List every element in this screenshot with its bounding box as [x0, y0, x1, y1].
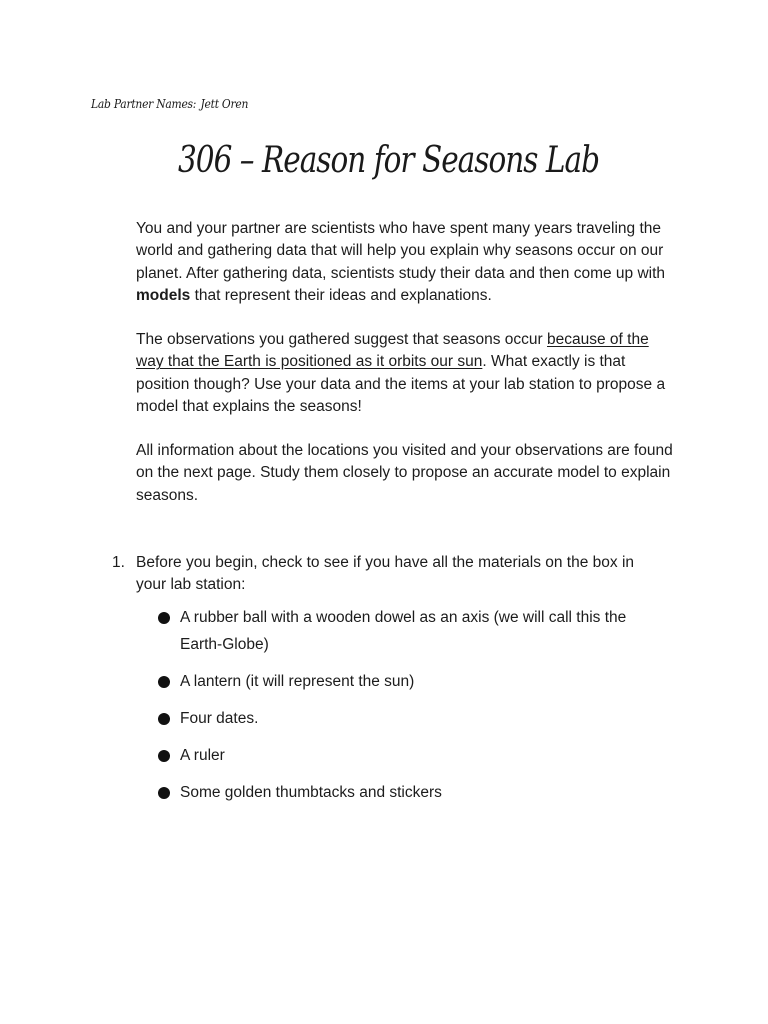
- intro-p2-text-start: The observations you gathered suggest that seasons occur: [136, 331, 547, 348]
- intro-p1-text-start: You and your partner are scientists who have spent many years traveling the world and gathering data that will help you explain why seasons occur on our planet. After gathering data, scientists study their data and then come up with: [136, 220, 666, 282]
- material-text: A rubber ball with a wooden dowel as an axis (we will call this the Earth-Globe): [180, 609, 627, 653]
- intro-paragraph-3: All information about the locations you visited and your observations are found on the next page. Study them closely to propose an accurate model to explain seasons.: [136, 442, 673, 504]
- bullet-icon: [158, 750, 170, 762]
- materials-list: [158, 604, 668, 816]
- intro-p2-text-end: . What exactly is that position though? Use your data and the items at your lab station to propose a model that explains the seasons!: [136, 353, 666, 415]
- intro-p1-text-end: that represent their ideas and explanations.: [190, 286, 492, 304]
- lab-partner-line: [91, 96, 248, 111]
- step-text: Before you begin, check to see if you have all the materials on the box in your lab station:: [136, 554, 635, 594]
- material-text: Four dates.: [180, 710, 259, 727]
- intro-paragraph-2: [136, 329, 676, 418]
- bullet-icon: [158, 713, 170, 725]
- materials-list-item: [158, 705, 668, 732]
- bullet-icon: [158, 676, 170, 688]
- step-number: 1.: [112, 554, 125, 571]
- lab-partner-label: Lab Partner Names:: [91, 96, 197, 111]
- material-text: Some golden thumbtacks and stickers: [180, 784, 442, 801]
- lab-partner-names: Jett Oren: [200, 96, 249, 111]
- materials-list-item: [158, 668, 668, 695]
- material-text: A ruler: [180, 747, 225, 764]
- document-title: 306 – Reason for Seasons Lab: [178, 140, 599, 181]
- bullet-icon: [158, 787, 170, 799]
- intro-p2-underlined-phrase: because of the way that the Earth is positioned as it orbits our sun: [136, 331, 649, 371]
- bullet-icon: [158, 612, 170, 624]
- materials-list-item: [158, 742, 668, 769]
- material-text: A lantern (it will represent the sun): [180, 673, 415, 690]
- materials-list-item: [158, 779, 668, 806]
- intro-paragraph-1: [136, 218, 676, 307]
- materials-list-item: [158, 604, 668, 658]
- intro-p1-bold-models: models: [136, 286, 191, 304]
